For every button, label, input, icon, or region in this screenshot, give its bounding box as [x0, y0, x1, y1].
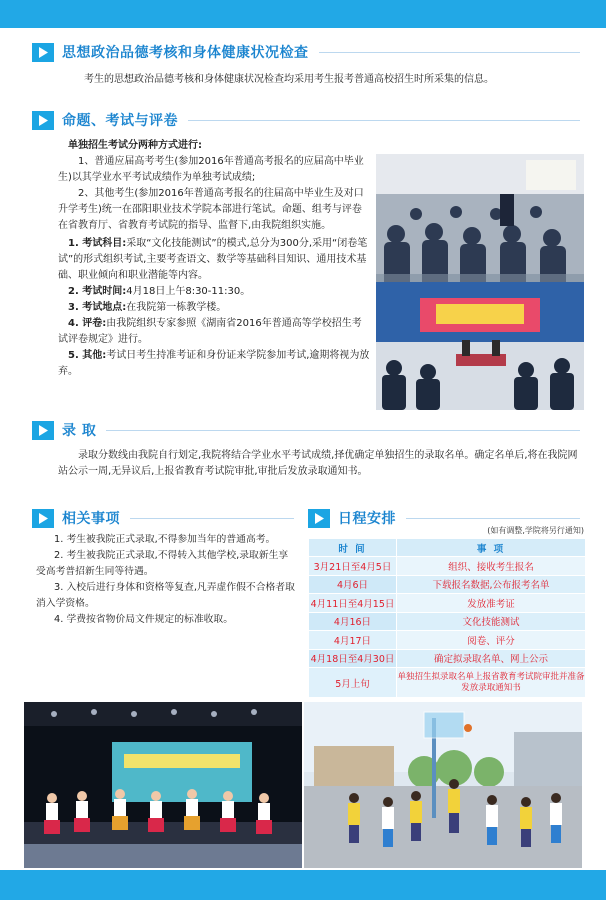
- divider: [130, 518, 294, 519]
- exam-text: [58, 138, 370, 380]
- exam-detail: 4. 评卷:由我院组织专家参照《湖南省2016年普通高等学校招生考试评卷规定》进行。: [58, 318, 362, 345]
- related-item: 3. 入校后进行身体和资格等复查,凡弄虚作假不合格者取消入学资格。: [36, 582, 295, 609]
- health-check-text: 考生的思想政治品德考核和身体健康状况检查均采用考生报考普通高校招生时所采集的信息。: [84, 74, 494, 85]
- play-triangle-icon: [308, 509, 330, 528]
- exam-detail: 2. 考试时间:4月18日上午8:30-11:30。: [68, 286, 251, 297]
- play-triangle-icon: [32, 43, 54, 62]
- exam-item: 1、普通应届高考考生(参加2016年普通高考报名的应届高中毕业生)以其学业水平考试成绩作为单独考试成绩;: [58, 156, 364, 183]
- play-triangle-icon: [32, 421, 54, 440]
- section-admission-header: [32, 420, 580, 440]
- divider: [106, 430, 580, 431]
- schedule-header-event: 事 项: [397, 539, 586, 557]
- page: [14, 30, 592, 870]
- table-row: 4月16日 文化技能测试: [309, 612, 586, 631]
- divider: [406, 518, 580, 519]
- stage-performance-photo: [24, 702, 302, 868]
- section-related-header: [32, 508, 294, 528]
- seminar-photo: [376, 282, 584, 410]
- exam-item: 2、其他考生(参加2016年普通高考报名的往届高中毕业生及对口升学考生)统一在邵阳职业技术学院本部进行笔试。命题、组考与评卷在省教育厅、省教育考试院的指导、监督下,由我院组织实施。: [58, 188, 364, 231]
- play-triangle-icon: [32, 509, 54, 528]
- section-title: 命题、考试与评卷: [62, 113, 178, 129]
- exam-detail: 3. 考试地点:在我院第一栋教学楼。: [68, 302, 227, 313]
- schedule-header-time: 时 间: [309, 539, 397, 557]
- admission-text: 录取分数线由我院自行划定,我院将结合学业水平考试成绩,择优确定单独招生的录取名单。确定名单后,将在我院网站公示一周,无异议后,上报省教育考试院审批,审批后发放录取通知书。: [58, 450, 578, 477]
- schedule-note: (如有调整,学院将另行通知): [487, 526, 584, 535]
- related-list: [36, 532, 296, 628]
- section-health-check-header: [32, 42, 580, 62]
- divider: [319, 52, 581, 53]
- bottom-frame: [0, 870, 606, 900]
- basketball-photo: [304, 702, 582, 868]
- top-frame: [0, 0, 606, 28]
- section-title: 思想政治品德考核和身体健康状况检查: [62, 45, 309, 61]
- related-item: 1. 考生被我院正式录取,不得参加当年的普通高考。: [54, 534, 276, 545]
- play-triangle-icon: [32, 111, 54, 130]
- exam-detail: 1. 考试科目:采取“文化技能测试”的模式,总分为300分,采用“闭卷笔试”的形式组织考试,主要考查语文、数学等基础科目知识、通用技术基础、职业倾向和职业潜能等内容。: [58, 238, 368, 281]
- section-title: 录 取: [62, 423, 97, 439]
- divider: [188, 120, 580, 121]
- table-row: 4月6日 下载报名数据,公布报考名单: [309, 575, 586, 594]
- schedule-table: [308, 538, 586, 698]
- section-title: 日程安排: [338, 511, 396, 527]
- exam-hall-photo: [376, 154, 584, 288]
- related-item: 4. 学费按省物价局文件规定的标准收取。: [54, 614, 234, 625]
- table-row: 4月18日至4月30日 确定拟录取名单、网上公示: [309, 649, 586, 668]
- table-row: 5月上旬 单独招生拟录取名单上报省教育考试院审批并准备发放录取通知书: [309, 668, 586, 698]
- exam-detail: 5. 其他:考试日考生持准考证和身份证来学院参加考试,逾期将视为放弃。: [58, 350, 370, 377]
- section-title: 相关事项: [62, 511, 120, 527]
- related-item: 2. 考生被我院正式录取,不得转入其他学校,录取新生享受高考普招新生同等待遇。: [36, 550, 289, 577]
- section-exam-header: [32, 110, 580, 130]
- table-row: 3月21日至4月5日 组织、接收考生报名: [309, 557, 586, 576]
- exam-lead: 单独招生考试分两种方式进行:: [68, 140, 202, 151]
- table-row: 4月11日至4月15日 发放准考证: [309, 594, 586, 613]
- table-row: 4月17日 阅卷、评分: [309, 631, 586, 650]
